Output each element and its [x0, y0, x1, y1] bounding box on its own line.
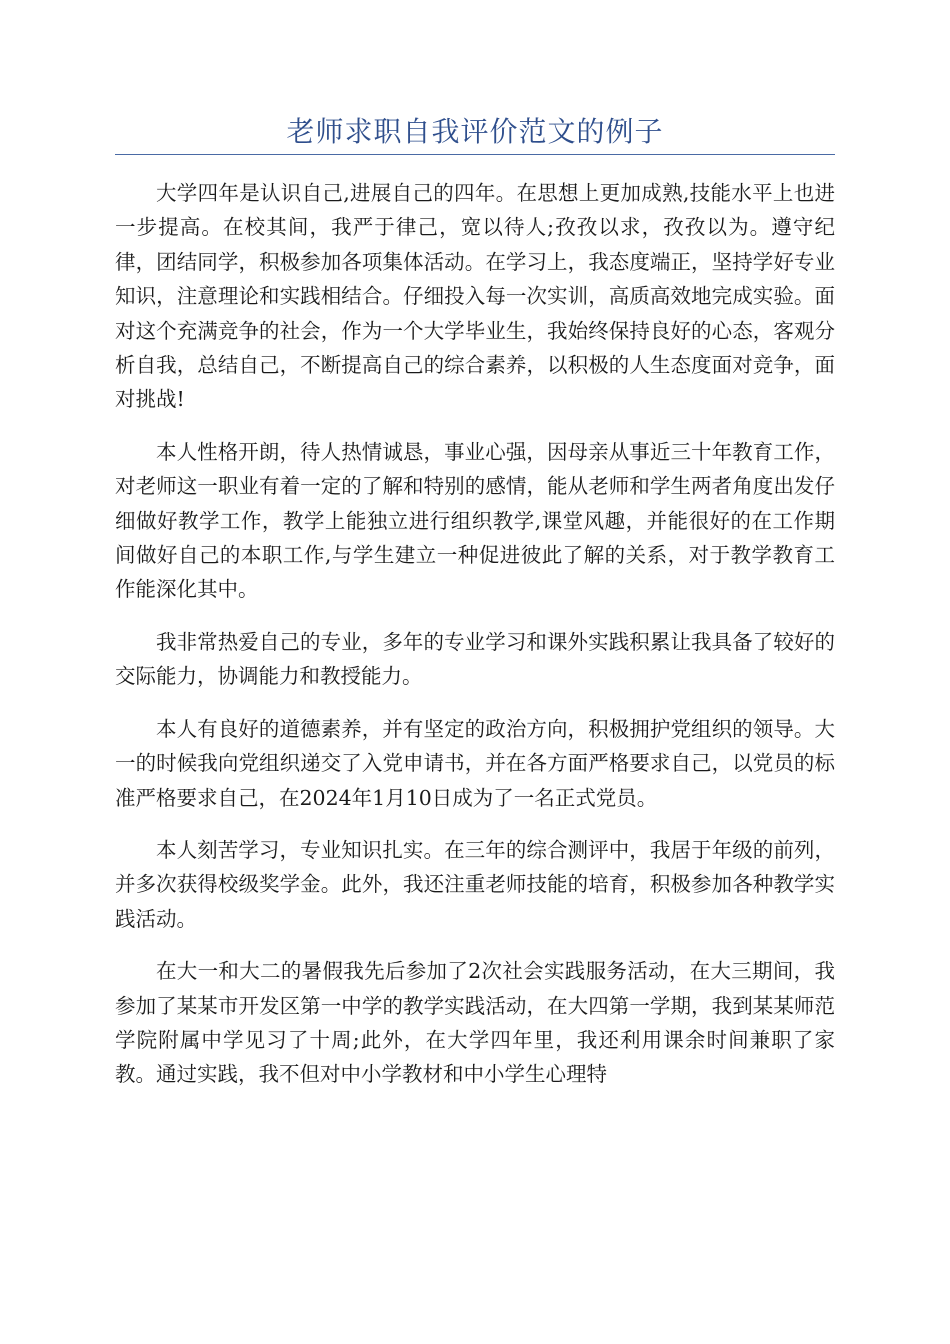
paragraph: 本人性格开朗，待人热情诚恳，事业心强，因母亲从事近三十年教育工作，对老师这一职业有着一定的了解和特别的感情，能从老师和学生两者角度出发仔细做好教学工作，教学上能独立进行组织教学,课堂风趣，并能很好的在工作期间做好自己的本职工作,与学生建立一种促进彼此了解的关系，对于教学教育工作能深化其中。	[115, 439, 835, 602]
document-body	[115, 176, 835, 1110]
paragraph: 我非常热爱自己的专业，多年的专业学习和课外实践积累让我具备了较好的交际能力，协调能力和教授能力。	[115, 629, 835, 689]
paragraph: 本人有良好的道德素养，并有坚定的政治方向，积极拥护党组织的领导。大一的时候我向党组织递交了入党申请书，并在各方面严格要求自己，以党员的标准严格要求自己，在2024年1月10日成为了一名正式党员。	[115, 716, 835, 810]
paragraph: 大学四年是认识自己,进展自己的四年。在思想上更加成熟,技能水平上也进一步提高。在校其间，我严于律己，宽以待人;孜孜以求，孜孜以为。遵守纪律，团结同学，积极参加各项集体活动。在学习上，我态度端正，坚持学好专业知识，注意理论和实践相结合。仔细投入每一次实训，高质高效地完成实验。面对这个充满竞争的社会，作为一个大学毕业生，我始终保持良好的心态，客观分析自我，总结自己，不断提高自己的综合素养，以积极的人生态度面对竞争，面对挑战!	[115, 181, 835, 412]
document-title: 老师求职自我评价范文的例子	[286, 115, 664, 148]
title-underline	[115, 154, 835, 155]
paragraph: 本人刻苦学习，专业知识扎实。在三年的综合测评中，我居于年级的前列，并多次获得校级奖学金。此外，我还注重老师技能的培育，积极参加各种教学实践活动。	[115, 837, 835, 931]
paragraph: 在大一和大二的暑假我先后参加了2次社会实践服务活动，在大三期间，我参加了某某市开发区第一中学的教学实践活动，在大四第一学期，我到某某师范学院附属中学见习了十周;此外，在大学四年里，我还利用课余时间兼职了家教。通过实践，我不但对中小学教材和中小学生心理特	[115, 959, 835, 1087]
